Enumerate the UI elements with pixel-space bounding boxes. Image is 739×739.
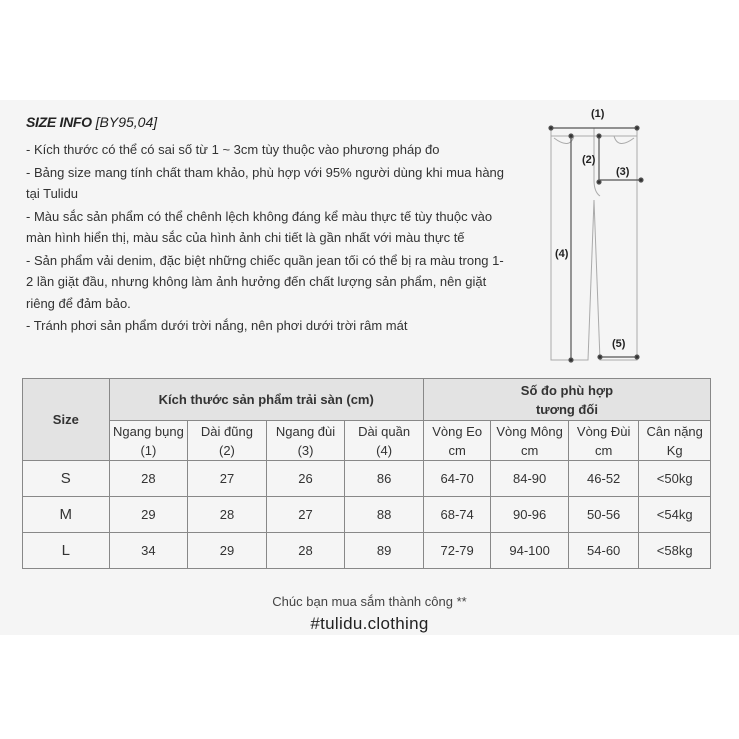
table-cell: 27	[188, 461, 267, 497]
table-cell: 54-60	[568, 533, 639, 569]
fit-header-line2: tương đối	[535, 401, 598, 417]
note-item: - Kích thước có thể có sai số từ 1 ~ 3cm tùy thuộc vào phương pháp đo	[26, 142, 440, 157]
table-cell: 29	[109, 497, 188, 533]
subheader-rise	[188, 421, 267, 461]
subheader-thigh	[266, 421, 345, 461]
size-table	[22, 378, 711, 569]
subheader-waist	[423, 421, 490, 461]
subheader-length	[345, 421, 424, 461]
fit-measurements-header	[423, 379, 710, 421]
table-cell: 68-74	[423, 497, 490, 533]
subheader-name: Dài quần	[358, 423, 411, 439]
subheader-unit: cm	[520, 442, 539, 458]
size-column-header: Size	[23, 379, 110, 461]
footer-hashtag: #tulidu.clothing	[310, 614, 429, 633]
note-item: - Sản phẩm vải denim, đặc biệt những chiếc quần jean tối có thể bị ra màu trong 1-2 lần giặt đầu, nhưng không làm ảnh hưởng đến chất lượng sản phẩm, nên giặt riêng để đảm bảo.	[26, 252, 504, 311]
table-cell: 50-56	[568, 497, 639, 533]
table-cell: 27	[266, 497, 345, 533]
size-label: S	[23, 461, 110, 497]
product-code: [BY95,04]	[95, 114, 158, 130]
subheader-unit: (3)	[297, 442, 314, 458]
table-cell: 64-70	[423, 461, 490, 497]
diagram-label-3: (3)	[616, 166, 630, 178]
size-label: L	[23, 533, 110, 569]
table-cell: <50kg	[639, 461, 711, 497]
diagram-label-1: (1)	[591, 108, 605, 120]
title-text: SIZE INFO	[26, 114, 92, 130]
product-dimensions-header: Kích thước sản phẩm trải sàn (cm)	[109, 379, 423, 421]
subheader-name: Dài đũng	[200, 423, 253, 439]
table-cell: 90-96	[491, 497, 569, 533]
table-row	[23, 461, 711, 497]
subheader-unit: Kg	[666, 442, 683, 458]
subheader-unit: (2)	[219, 442, 235, 458]
table-row	[23, 533, 711, 569]
note-item: - Bảng size mang tính chất tham khảo, phù hợp với 95% người dùng khi mua hàng tại Tulidu	[26, 164, 505, 201]
subheader-name: Ngang bụng	[112, 423, 184, 439]
pants-outline-icon	[540, 100, 660, 370]
page-title	[26, 114, 157, 130]
diagram-label-4: (4)	[555, 248, 569, 260]
table-cell: 94-100	[491, 533, 569, 569]
table-cell: 28	[109, 461, 188, 497]
subheader-weight	[639, 421, 711, 461]
table-cell: 26	[266, 461, 345, 497]
pants-measurement-diagram	[540, 100, 660, 370]
table-cell: 46-52	[568, 461, 639, 497]
subheader-name: Vòng Eo	[432, 423, 483, 439]
subheader-name: Vòng Đùi	[576, 423, 631, 439]
table-cell: 28	[188, 497, 267, 533]
subheader-thigh-circ	[568, 421, 639, 461]
subheader-unit: cm	[448, 442, 466, 458]
subheader-unit: (1)	[140, 442, 157, 458]
table-cell: <54kg	[639, 497, 711, 533]
table-cell: 86	[345, 461, 424, 497]
diagram-label-5: (5)	[612, 338, 626, 350]
subheader-name: Ngang đùi	[275, 423, 336, 439]
note-item: - Tránh phơi sản phẩm dưới trời nắng, nên phơi dưới trời râm mát	[26, 318, 408, 333]
subheader-name: Vòng Mông	[496, 423, 563, 439]
footer-greeting: Chúc bạn mua sắm thành công **	[272, 594, 467, 609]
subheader-hip	[491, 421, 569, 461]
fit-header-line1: Số đo phù hợp	[520, 382, 614, 398]
table-cell: 88	[345, 497, 424, 533]
subheader-unit: cm	[594, 442, 613, 458]
size-label: M	[23, 497, 110, 533]
subheader-name: Cân nặng	[646, 423, 703, 439]
table-cell: 34	[109, 533, 188, 569]
subheader-waist-width	[109, 421, 188, 461]
diagram-label-2: (2)	[582, 154, 596, 166]
subheader-unit: (4)	[376, 442, 393, 458]
note-item: - Màu sắc sản phẩm có thể chênh lệch không đáng kể màu thực tế tùy thuộc vào màn hình hiển thị, màu sắc của hình ảnh chi tiết là gần nhất với màu thực tế	[26, 208, 493, 245]
notes-list	[26, 139, 506, 338]
table-cell: 84-90	[491, 461, 569, 497]
table-row	[23, 497, 711, 533]
table-cell: 89	[345, 533, 424, 569]
table-cell: 72-79	[423, 533, 490, 569]
table-cell: 28	[266, 533, 345, 569]
table-cell: <58kg	[639, 533, 711, 569]
table-cell: 29	[188, 533, 267, 569]
